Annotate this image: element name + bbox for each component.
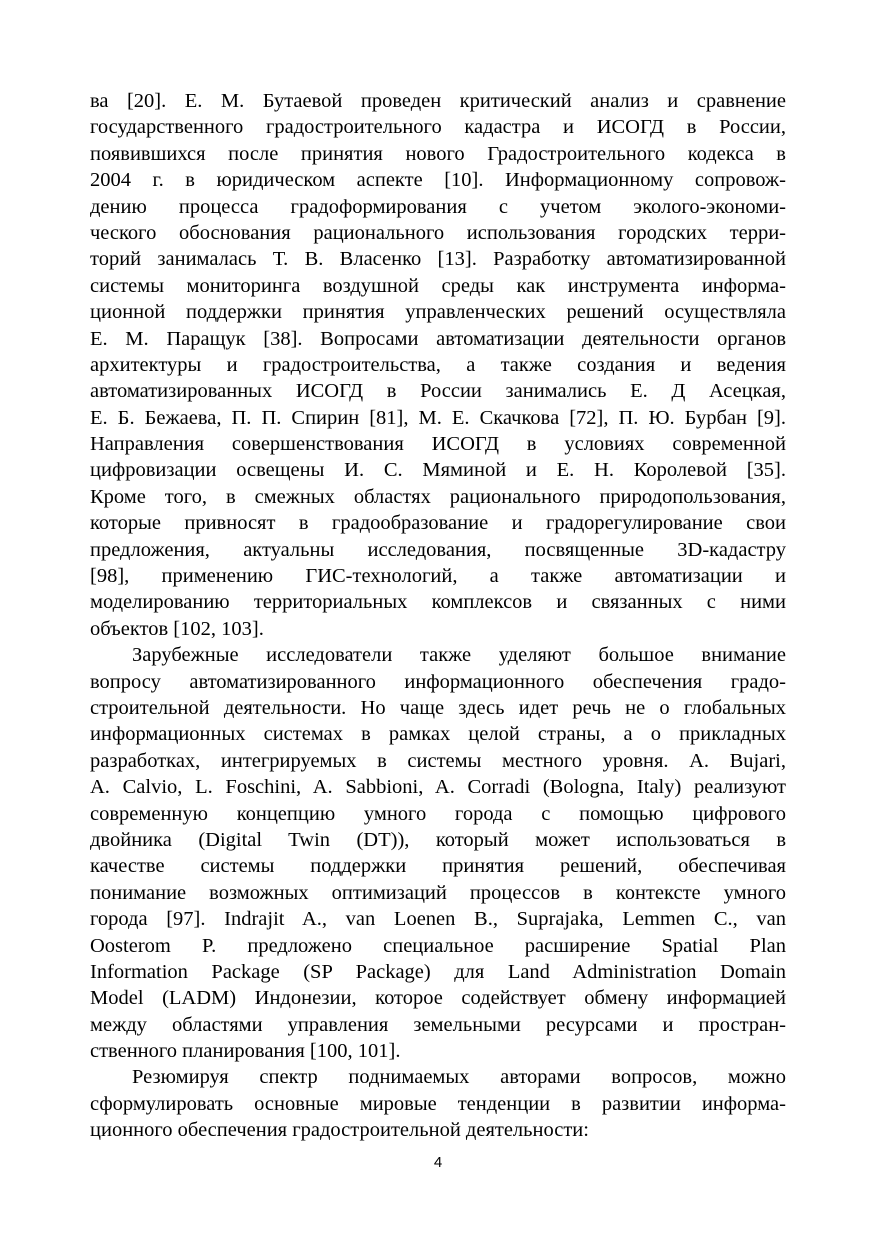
text-line: Кроме того, в смежных областях рационального природопользования,: [90, 485, 786, 508]
text-line: качестве системы поддержки принятия решений, обеспечивая: [90, 855, 786, 878]
text-line: дению процесса градоформирования с учетом эколого-экономи-: [90, 195, 786, 218]
text-line: сформулировать основные мировые тенденции в развитии информа-: [90, 1092, 786, 1115]
text-line: Information Package (SP Package) для Land Administration Domain: [90, 960, 786, 983]
text-line: строительной деятельности. Но чаще здесь идет речь не о глобальных: [90, 696, 786, 719]
text-line: ческого обоснования рационального использования городских терри-: [90, 221, 786, 244]
text-line: которые привносят в градообразование и градорегулирование свои: [90, 512, 786, 535]
text-line: моделированию территориальных комплексов и связанных с ними: [90, 591, 786, 614]
text-line: 2004 г. в юридическом аспекте [10]. Информационному сопровож-: [90, 169, 786, 192]
text-line: ва [20]. Е. М. Бутаевой проведен критический анализ и сравнение: [90, 90, 786, 112]
text-line: торий занималась Т. В. Власенко [13]. Разработку автоматизированной: [90, 248, 786, 271]
text-line: Е. М. Паращук [38]. Вопросами автоматизации деятельности органов: [90, 327, 786, 350]
body-text: [90, 88, 786, 1144]
text-line: ционного обеспечения градостроительной деятельности:: [90, 1119, 589, 1142]
text-line: [98], применению ГИС-технологий, а также автоматизации и: [90, 565, 786, 588]
text-line: Направления совершенствования ИСОГД в условиях современной: [90, 433, 786, 456]
text-line: современную концепцию умного города с помощью цифрового: [90, 802, 786, 825]
text-line: государственного градостроительного кадастра и ИСОГД в России,: [90, 116, 786, 139]
text-line: Е. Б. Бежаева, П. П. Спирин [81], М. Е. Скачкова [72], П. Ю. Бурбан [9].: [90, 406, 786, 429]
text-line: Model (LADM) Индонезии, которое содействует обмену информацией: [90, 987, 786, 1010]
text-line: Oosterom P. предложено специальное расширение Spatial Plan: [90, 934, 786, 957]
page-number: 4: [433, 1154, 443, 1171]
text-line: автоматизированных ИСОГД в России занимались Е. Д Асецкая,: [90, 380, 786, 403]
text-line: информационных системах в рамках целой страны, а о прикладных: [90, 723, 786, 746]
text-line: ственного планирования [100, 101].: [90, 1040, 401, 1063]
paragraph-first-line: Резюмируя спектр поднимаемых авторами вопросов, можно: [132, 1066, 786, 1089]
text-line: ционной поддержки принятия управленческих решений осуществляла: [90, 301, 786, 324]
paragraph-first-line: Зарубежные исследователи также уделяют большое внимание: [132, 644, 786, 667]
text-line: между областями управления земельными ресурсами и простран-: [90, 1013, 786, 1036]
text-line: понимание возможных оптимизаций процессов в контексте умного: [90, 881, 786, 904]
text-line: A. Calvio, L. Foschini, A. Sabbioni, A. Corradi (Bologna, Italy) реализуют: [90, 776, 786, 799]
text-line: объектов [102, 103].: [90, 617, 264, 640]
text-line: системы мониторинга воздушной среды как инструмента информа-: [90, 274, 786, 297]
text-line: предложения, актуальны исследования, посвященные 3D-кадастру: [90, 538, 786, 561]
text-line: двойника (Digital Twin (DT)), который может использоваться в: [90, 828, 786, 851]
text-line: цифровизации освещены И. С. Мяминой и Е. Н. Королевой [35].: [90, 459, 786, 482]
text-line: города [97]. Indrajit A., van Loenen B., Suprajaka, Lemmen C., van: [90, 908, 786, 931]
text-line: архитектуры и градостроительства, а также создания и ведения: [90, 353, 786, 376]
text-line: вопросу автоматизированного информационного обеспечения градо-: [90, 670, 786, 693]
text-line: появившихся после принятия нового Градостроительного кодекса в: [90, 142, 786, 165]
text-line: разработках, интегрируемых в системы местного уровня. A. Bujari,: [90, 749, 786, 772]
